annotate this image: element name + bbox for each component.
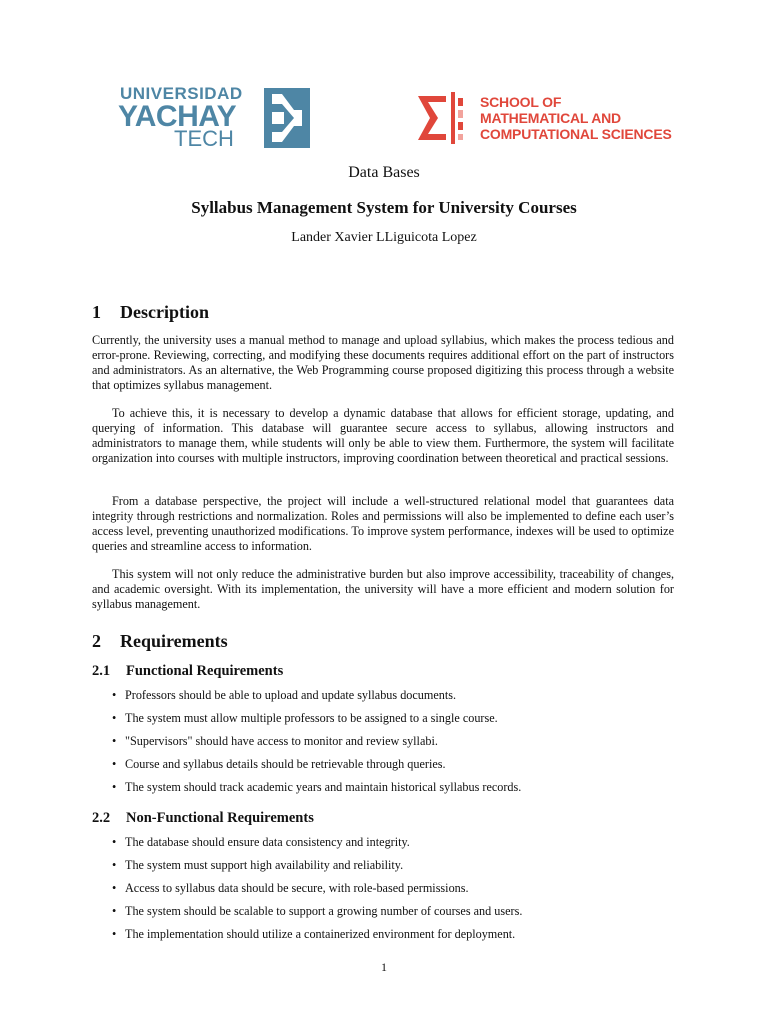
list-item-text: Course and syllabus details should be retrievable through queries. — [125, 757, 446, 771]
bullet-icon: • — [112, 780, 117, 794]
school-logo-line2: MATHEMATICAL AND — [480, 110, 621, 126]
subsection-2-2-number: 2.2 — [92, 810, 111, 826]
list-item — [110, 780, 674, 803]
sigma-icon — [416, 92, 466, 144]
list-item-text: The database should ensure data consistency and integrity. — [125, 835, 410, 849]
list-item — [110, 927, 674, 950]
list-item-text: Access to syllabus data should be secure, with role-based permissions. — [125, 881, 469, 895]
functional-requirements-list — [110, 688, 674, 803]
section-1-number: 1 — [92, 302, 101, 322]
list-item-text: The implementation should utilize a containerized environment for deployment. — [125, 927, 516, 941]
subsection-2-1-title: Functional Requirements — [126, 663, 284, 679]
bullet-icon: • — [112, 927, 117, 941]
list-item — [110, 904, 674, 927]
bullet-icon: • — [112, 711, 117, 725]
list-item — [110, 688, 674, 711]
description-paragraph-4: This system will not only reduce the administrative burden but also improve accessibility, traceability of changes, and academic oversight. With its implementation, the university will have a more efficient and modern solution for syllabus management. — [92, 567, 674, 611]
list-item-text: The system should track academic years and maintain historical syllabus records. — [125, 780, 522, 794]
yachay-emblem-icon — [264, 88, 310, 148]
bullet-icon: • — [112, 734, 117, 748]
list-item — [110, 835, 674, 858]
bullet-icon: • — [112, 757, 117, 771]
list-item-text: "Supervisors" should have access to monitor and review syllabi. — [125, 734, 438, 748]
bullet-icon: • — [112, 688, 117, 702]
section-2-heading — [92, 631, 228, 652]
school-logo-line1: SCHOOL OF — [480, 94, 562, 110]
section-2-title: Requirements — [120, 631, 228, 651]
section-1-title: Description — [120, 302, 209, 322]
bullet-icon: • — [112, 858, 117, 872]
page-number: 1 — [381, 960, 387, 974]
list-item — [110, 881, 674, 904]
yachay-logo-line3: TECH — [174, 126, 234, 151]
list-item-text: The system must allow multiple professors to be assigned to a single course. — [125, 711, 498, 725]
list-item — [110, 757, 674, 780]
school-logo-line3: COMPUTATIONAL SCIENCES — [480, 126, 672, 142]
author-name: Lander Xavier LLiguicota Lopez — [291, 230, 477, 245]
school-wordmark — [480, 94, 672, 142]
section-2-number: 2 — [92, 631, 101, 651]
document-title: Syllabus Management System for University Courses — [191, 198, 577, 217]
school-logo — [416, 90, 672, 146]
description-paragraph-3: From a database perspective, the project will include a well-structured relational model that guarantees data integrity through restrictions and normalization. Roles and permissions will also be implemented to define each user’s access level, preventing unauthorized modifications. To improve system performance, indexes will be used to optimize queries and streamline access to information. — [92, 494, 674, 553]
list-item-text: The system must support high availability and reliability. — [125, 858, 404, 872]
subsection-2-1-number: 2.1 — [92, 663, 111, 679]
list-item — [110, 711, 674, 734]
subsection-2-2-heading — [92, 810, 314, 827]
yachay-tech-logo — [118, 84, 312, 150]
description-paragraph-1: Currently, the university uses a manual method to manage and upload syllabius, which makes the process tedious and error-prone. Reviewing, correcting, and modifying these documents requires additional effort on the part of instructors and administrators. As an alternative, the Web Programming course proposed digitizing this process through a website that optimizes syllabus management. — [92, 333, 674, 392]
list-item-text: Professors should be able to upload and update syllabus documents. — [125, 688, 457, 702]
bullet-icon: • — [112, 835, 117, 849]
bullet-icon: • — [112, 904, 117, 918]
list-item-text: The system should be scalable to support a growing number of courses and users. — [125, 904, 523, 918]
bullet-icon: • — [112, 881, 117, 895]
list-item — [110, 858, 674, 881]
subsection-2-1-heading — [92, 663, 283, 680]
yachay-logo-line2: YACHAY — [118, 100, 237, 133]
course-name: Data Bases — [348, 164, 420, 181]
yachay-logo-line1: UNIVERSIDAD — [120, 84, 243, 103]
description-paragraph-2: To achieve this, it is necessary to develop a dynamic database that allows for efficient storage, updating, and querying of information. This database will guarantee secure access to syllabus, allowing instructors and administrators to manage them, while students will only be able to view them. Furthermore, the system will facilitate organization into courses with multiple instructors, improving coordination between theoretical and practical sessions. — [92, 406, 674, 465]
list-item — [110, 734, 674, 757]
section-1-heading — [92, 302, 209, 323]
subsection-2-2-title: Non-Functional Requirements — [126, 810, 314, 826]
non-functional-requirements-list — [110, 835, 674, 950]
